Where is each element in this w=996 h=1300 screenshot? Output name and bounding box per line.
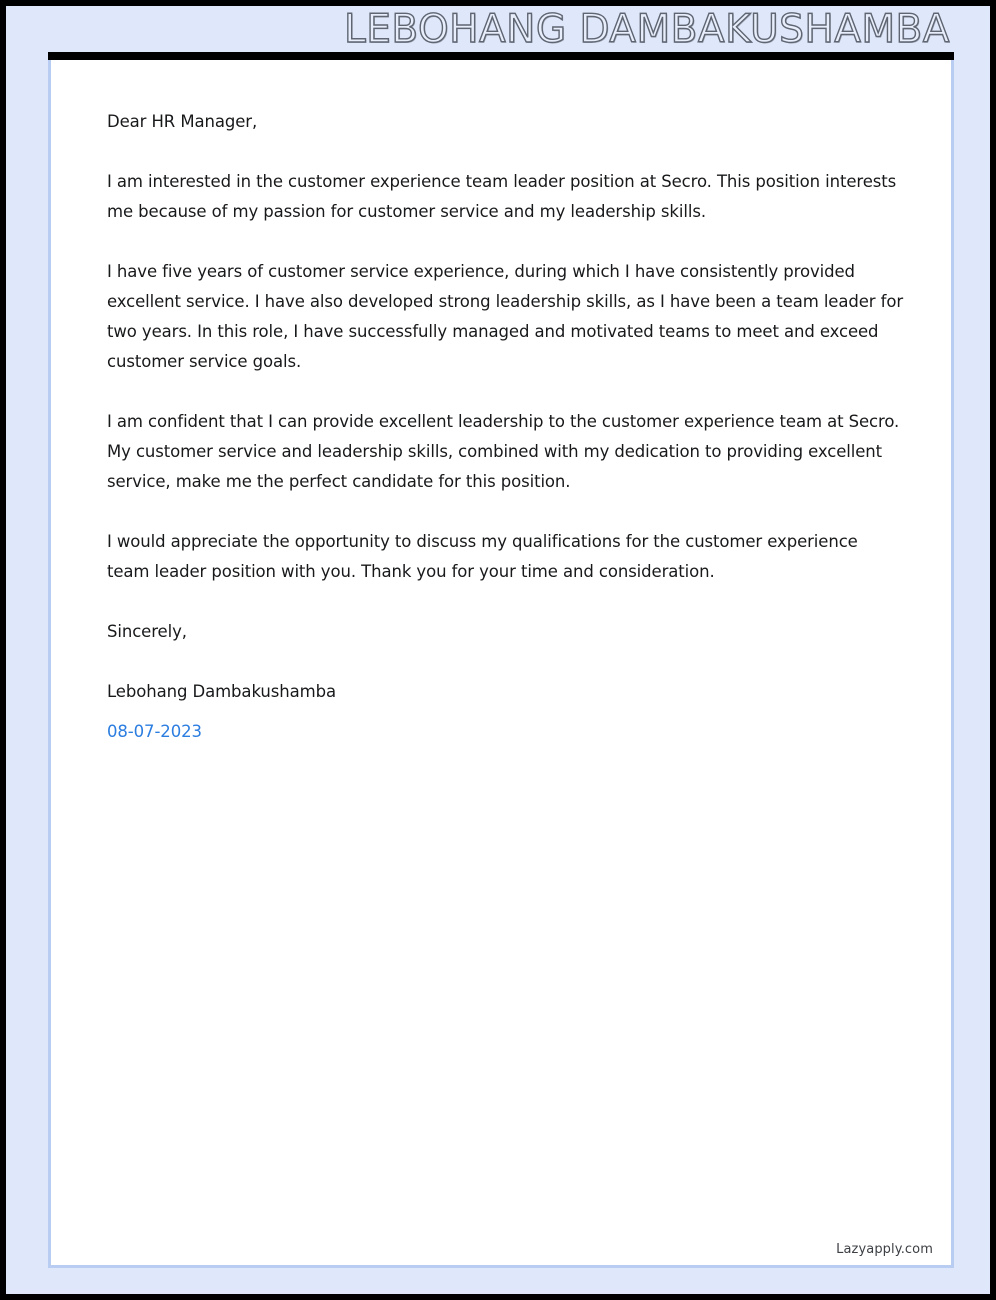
header-divider-rule	[48, 52, 954, 60]
letter-body	[107, 107, 903, 747]
letter-date: 08-07-2023	[107, 722, 202, 741]
footer-watermark: Lazyapply.com	[836, 1242, 933, 1257]
body-paragraph-1: I am interested in the customer experience team leader position at Secro. This position interests me because of my passion for customer service and my leadership skills.	[107, 172, 897, 221]
page-mat	[6, 6, 990, 1294]
closing-salutation: Sincerely,	[107, 622, 187, 641]
body-paragraph-3: I am confident that I can provide excellent leadership to the customer experience team at Secro. My customer service and leadership skills, combined with my dedication to providing excellent service, make me the perfect candidate for this position.	[107, 412, 900, 491]
body-paragraph-4: I would appreciate the opportunity to discuss my qualifications for the customer experience team leader position with you. Thank you for your time and consideration.	[107, 532, 858, 581]
letterhead	[6, 6, 990, 52]
body-paragraph-2: I have five years of customer service experience, during which I have consistently provided excellent service. I have also developed strong leadership skills, as I have been a team leader for two years. In this role, I have successfully managed and motivated teams to meet and exceed customer service goals.	[107, 262, 904, 371]
page-title: LEBOHANG DAMBAKUSHAMBA	[344, 6, 950, 52]
salutation: Dear HR Manager,	[107, 112, 258, 131]
letter-sheet	[48, 60, 954, 1268]
signature-name: Lebohang Dambakushamba	[107, 682, 336, 701]
